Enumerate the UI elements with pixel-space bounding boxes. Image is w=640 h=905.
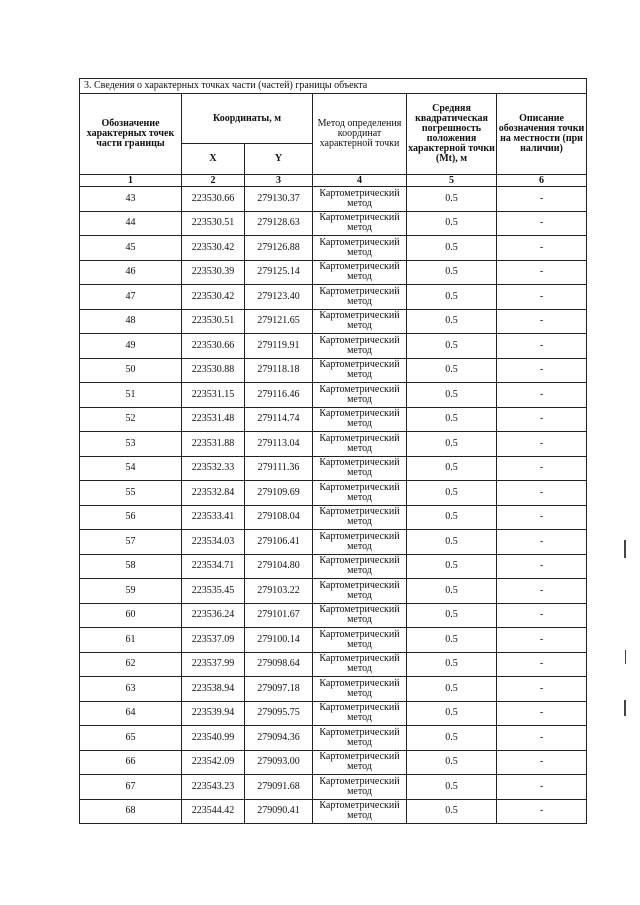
accuracy-value: 0.5 [407, 456, 497, 481]
method-line-2: метод [347, 736, 372, 748]
accuracy-value: 0.5 [407, 260, 497, 285]
point-number: 52 [80, 407, 182, 432]
header-designation: Обозначение характерных точек части границы [80, 94, 182, 175]
point-number: 65 [80, 726, 182, 751]
method-cell [313, 750, 407, 775]
method-cell [313, 579, 407, 604]
method-cell [313, 236, 407, 261]
y-coordinate: 279113.04 [245, 432, 313, 457]
method-line-1: Картометрический [319, 653, 400, 665]
accuracy-value: 0.5 [407, 407, 497, 432]
point-number: 55 [80, 481, 182, 506]
method-line-1: Картометрический [319, 187, 400, 199]
method-line-2: метод [347, 222, 372, 234]
y-coordinate: 279095.75 [245, 701, 313, 726]
column-number-row [80, 175, 587, 187]
y-coordinate: 279121.65 [245, 309, 313, 334]
method-line-1: Картометрический [319, 628, 400, 640]
point-number: 68 [80, 799, 182, 824]
y-coordinate: 279125.14 [245, 260, 313, 285]
method-line-1: Картометрический [319, 604, 400, 616]
table-row [80, 383, 587, 408]
method-cell [313, 628, 407, 653]
column-number: 6 [497, 175, 587, 187]
table-row [80, 603, 587, 628]
table-row [80, 579, 587, 604]
method-line-2: метод [347, 197, 372, 209]
header-description: Описание обозначения точки на местности (при наличии) [497, 94, 587, 175]
table-row [80, 677, 587, 702]
description-value: - [497, 211, 587, 236]
y-coordinate: 279100.14 [245, 628, 313, 653]
method-cell [313, 334, 407, 359]
accuracy-value: 0.5 [407, 628, 497, 653]
method-line-1: Картометрический [319, 751, 400, 763]
method-cell [313, 187, 407, 212]
y-coordinate: 279098.64 [245, 652, 313, 677]
table-row [80, 211, 587, 236]
table-row [80, 799, 587, 824]
method-line-1: Картометрический [319, 359, 400, 371]
description-value: - [497, 628, 587, 653]
point-number: 45 [80, 236, 182, 261]
table-row [80, 358, 587, 383]
boundary-points-table [79, 78, 587, 824]
method-line-2: метод [347, 540, 372, 552]
x-coordinate: 223536.24 [182, 603, 245, 628]
method-cell [313, 726, 407, 751]
table-row [80, 726, 587, 751]
method-line-1: Картометрический [319, 212, 400, 224]
y-coordinate: 279104.80 [245, 554, 313, 579]
table-row [80, 750, 587, 775]
header-method: Метод определения координат характерной точки [313, 94, 407, 175]
description-value: - [497, 701, 587, 726]
accuracy-value: 0.5 [407, 505, 497, 530]
column-number: 4 [313, 175, 407, 187]
point-number: 62 [80, 652, 182, 677]
method-line-2: метод [347, 712, 372, 724]
section-title: 3. Сведения о характерных точках части (частей) границы объекта [80, 79, 587, 94]
description-value: - [497, 334, 587, 359]
method-line-1: Картометрический [319, 310, 400, 322]
table-row [80, 407, 587, 432]
method-cell [313, 260, 407, 285]
scan-mark [625, 650, 626, 664]
description-value: - [497, 187, 587, 212]
method-cell [313, 481, 407, 506]
header-accuracy: Средняя квадратическая погрешность положения характерной точки (Mt), м [407, 94, 497, 175]
point-number: 43 [80, 187, 182, 212]
method-line-1: Картометрический [319, 383, 400, 395]
column-number: 1 [80, 175, 182, 187]
accuracy-value: 0.5 [407, 579, 497, 604]
point-number: 60 [80, 603, 182, 628]
x-coordinate: 223530.42 [182, 236, 245, 261]
accuracy-value: 0.5 [407, 432, 497, 457]
x-coordinate: 223532.33 [182, 456, 245, 481]
description-value: - [497, 554, 587, 579]
x-coordinate: 223530.42 [182, 285, 245, 310]
method-line-1: Картометрический [319, 530, 400, 542]
method-line-2: метод [347, 442, 372, 454]
y-coordinate: 279119.91 [245, 334, 313, 359]
accuracy-value: 0.5 [407, 358, 497, 383]
y-coordinate: 279111.36 [245, 456, 313, 481]
method-cell [313, 309, 407, 334]
y-coordinate: 279116.46 [245, 383, 313, 408]
x-coordinate: 223531.15 [182, 383, 245, 408]
description-value: - [497, 383, 587, 408]
point-number: 59 [80, 579, 182, 604]
method-cell [313, 530, 407, 555]
description-value: - [497, 505, 587, 530]
table-row [80, 652, 587, 677]
method-line-2: метод [347, 369, 372, 381]
x-coordinate: 223535.45 [182, 579, 245, 604]
method-line-2: метод [347, 491, 372, 503]
header-coordinates: Координаты, м [182, 94, 313, 144]
header-row-1 [80, 94, 587, 144]
table-row [80, 334, 587, 359]
method-line-2: метод [347, 295, 372, 307]
x-coordinate: 223542.09 [182, 750, 245, 775]
x-coordinate: 223534.71 [182, 554, 245, 579]
point-number: 56 [80, 505, 182, 530]
scan-mark [624, 540, 626, 558]
table-row [80, 309, 587, 334]
description-value: - [497, 309, 587, 334]
accuracy-value: 0.5 [407, 236, 497, 261]
method-cell [313, 358, 407, 383]
accuracy-value: 0.5 [407, 701, 497, 726]
method-cell [313, 554, 407, 579]
y-coordinate: 279109.69 [245, 481, 313, 506]
y-coordinate: 279094.36 [245, 726, 313, 751]
method-line-1: Картометрический [319, 726, 400, 738]
description-value: - [497, 358, 587, 383]
method-line-2: метод [347, 565, 372, 577]
description-value: - [497, 530, 587, 555]
method-line-2: метод [347, 810, 372, 822]
accuracy-value: 0.5 [407, 334, 497, 359]
method-cell [313, 775, 407, 800]
y-coordinate: 279128.63 [245, 211, 313, 236]
method-line-1: Картометрический [319, 800, 400, 812]
accuracy-value: 0.5 [407, 677, 497, 702]
x-coordinate: 223534.03 [182, 530, 245, 555]
x-coordinate: 223530.66 [182, 334, 245, 359]
description-value: - [497, 726, 587, 751]
description-value: - [497, 432, 587, 457]
method-cell [313, 652, 407, 677]
x-coordinate: 223538.94 [182, 677, 245, 702]
method-line-2: метод [347, 516, 372, 528]
description-value: - [497, 236, 587, 261]
accuracy-value: 0.5 [407, 775, 497, 800]
table-row [80, 628, 587, 653]
table-row [80, 775, 587, 800]
description-value: - [497, 775, 587, 800]
method-line-2: метод [347, 761, 372, 773]
accuracy-value: 0.5 [407, 554, 497, 579]
point-number: 49 [80, 334, 182, 359]
method-cell [313, 505, 407, 530]
point-number: 46 [80, 260, 182, 285]
y-coordinate: 279114.74 [245, 407, 313, 432]
method-line-1: Картометрический [319, 702, 400, 714]
x-coordinate: 223530.66 [182, 187, 245, 212]
point-number: 63 [80, 677, 182, 702]
method-line-1: Картометрический [319, 775, 400, 787]
method-line-1: Картометрический [319, 261, 400, 273]
x-coordinate: 223531.88 [182, 432, 245, 457]
method-line-2: метод [347, 271, 372, 283]
scan-mark [624, 700, 626, 716]
point-number: 61 [80, 628, 182, 653]
method-line-2: метод [347, 614, 372, 626]
y-coordinate: 279118.18 [245, 358, 313, 383]
method-cell [313, 383, 407, 408]
method-line-2: метод [347, 467, 372, 479]
method-line-1: Картометрический [319, 236, 400, 248]
accuracy-value: 0.5 [407, 750, 497, 775]
method-line-1: Картометрический [319, 334, 400, 346]
y-coordinate: 279101.67 [245, 603, 313, 628]
y-coordinate: 279108.04 [245, 505, 313, 530]
point-number: 64 [80, 701, 182, 726]
method-cell [313, 677, 407, 702]
x-coordinate: 223531.48 [182, 407, 245, 432]
method-line-1: Картометрический [319, 579, 400, 591]
x-coordinate: 223537.09 [182, 628, 245, 653]
table-row [80, 554, 587, 579]
description-value: - [497, 481, 587, 506]
method-cell [313, 456, 407, 481]
y-coordinate: 279106.41 [245, 530, 313, 555]
method-line-2: метод [347, 589, 372, 601]
point-number: 47 [80, 285, 182, 310]
y-coordinate: 279130.37 [245, 187, 313, 212]
table-row [80, 505, 587, 530]
point-number: 44 [80, 211, 182, 236]
table-row [80, 187, 587, 212]
y-coordinate: 279123.40 [245, 285, 313, 310]
description-value: - [497, 677, 587, 702]
table-row [80, 236, 587, 261]
x-coordinate: 223543.23 [182, 775, 245, 800]
description-value: - [497, 603, 587, 628]
method-line-2: метод [347, 320, 372, 332]
accuracy-value: 0.5 [407, 285, 497, 310]
point-number: 57 [80, 530, 182, 555]
x-coordinate: 223537.99 [182, 652, 245, 677]
x-coordinate: 223530.51 [182, 309, 245, 334]
column-number: 5 [407, 175, 497, 187]
header-x: X [182, 144, 245, 175]
description-value: - [497, 799, 587, 824]
method-line-2: метод [347, 687, 372, 699]
column-number: 2 [182, 175, 245, 187]
method-line-2: метод [347, 638, 372, 650]
description-value: - [497, 652, 587, 677]
accuracy-value: 0.5 [407, 652, 497, 677]
method-line-1: Картометрический [319, 677, 400, 689]
method-line-1: Картометрический [319, 555, 400, 567]
x-coordinate: 223544.42 [182, 799, 245, 824]
x-coordinate: 223539.94 [182, 701, 245, 726]
method-cell [313, 701, 407, 726]
method-line-2: метод [347, 663, 372, 675]
method-cell [313, 799, 407, 824]
point-number: 53 [80, 432, 182, 457]
point-number: 51 [80, 383, 182, 408]
description-value: - [497, 456, 587, 481]
y-coordinate: 279090.41 [245, 799, 313, 824]
method-line-2: метод [347, 344, 372, 356]
table-row [80, 285, 587, 310]
method-line-2: метод [347, 393, 372, 405]
method-line-1: Картометрический [319, 481, 400, 493]
method-line-1: Картометрический [319, 432, 400, 444]
x-coordinate: 223532.84 [182, 481, 245, 506]
accuracy-value: 0.5 [407, 187, 497, 212]
method-cell [313, 603, 407, 628]
method-cell [313, 432, 407, 457]
point-number: 58 [80, 554, 182, 579]
method-line-2: метод [347, 418, 372, 430]
column-number: 3 [245, 175, 313, 187]
method-line-2: метод [347, 785, 372, 797]
header-y: Y [245, 144, 313, 175]
accuracy-value: 0.5 [407, 603, 497, 628]
table-row [80, 530, 587, 555]
method-line-1: Картометрический [319, 408, 400, 420]
accuracy-value: 0.5 [407, 383, 497, 408]
table-row [80, 432, 587, 457]
section-title-row [80, 79, 587, 94]
point-number: 50 [80, 358, 182, 383]
point-number: 66 [80, 750, 182, 775]
y-coordinate: 279126.88 [245, 236, 313, 261]
method-cell [313, 211, 407, 236]
table-row [80, 260, 587, 285]
description-value: - [497, 407, 587, 432]
method-line-2: метод [347, 246, 372, 258]
table-row [80, 456, 587, 481]
x-coordinate: 223530.51 [182, 211, 245, 236]
point-number: 67 [80, 775, 182, 800]
y-coordinate: 279091.68 [245, 775, 313, 800]
y-coordinate: 279097.18 [245, 677, 313, 702]
point-number: 48 [80, 309, 182, 334]
method-cell [313, 407, 407, 432]
method-line-1: Картометрический [319, 285, 400, 297]
method-cell [313, 285, 407, 310]
y-coordinate: 279103.22 [245, 579, 313, 604]
description-value: - [497, 750, 587, 775]
table-row [80, 481, 587, 506]
description-value: - [497, 579, 587, 604]
accuracy-value: 0.5 [407, 309, 497, 334]
x-coordinate: 223530.39 [182, 260, 245, 285]
x-coordinate: 223533.41 [182, 505, 245, 530]
x-coordinate: 223540.99 [182, 726, 245, 751]
accuracy-value: 0.5 [407, 530, 497, 555]
point-number: 54 [80, 456, 182, 481]
table-row [80, 701, 587, 726]
x-coordinate: 223530.88 [182, 358, 245, 383]
accuracy-value: 0.5 [407, 481, 497, 506]
accuracy-value: 0.5 [407, 799, 497, 824]
description-value: - [497, 260, 587, 285]
y-coordinate: 279093.00 [245, 750, 313, 775]
accuracy-value: 0.5 [407, 726, 497, 751]
method-line-1: Картометрический [319, 506, 400, 518]
method-line-1: Картометрический [319, 457, 400, 469]
accuracy-value: 0.5 [407, 211, 497, 236]
description-value: - [497, 285, 587, 310]
